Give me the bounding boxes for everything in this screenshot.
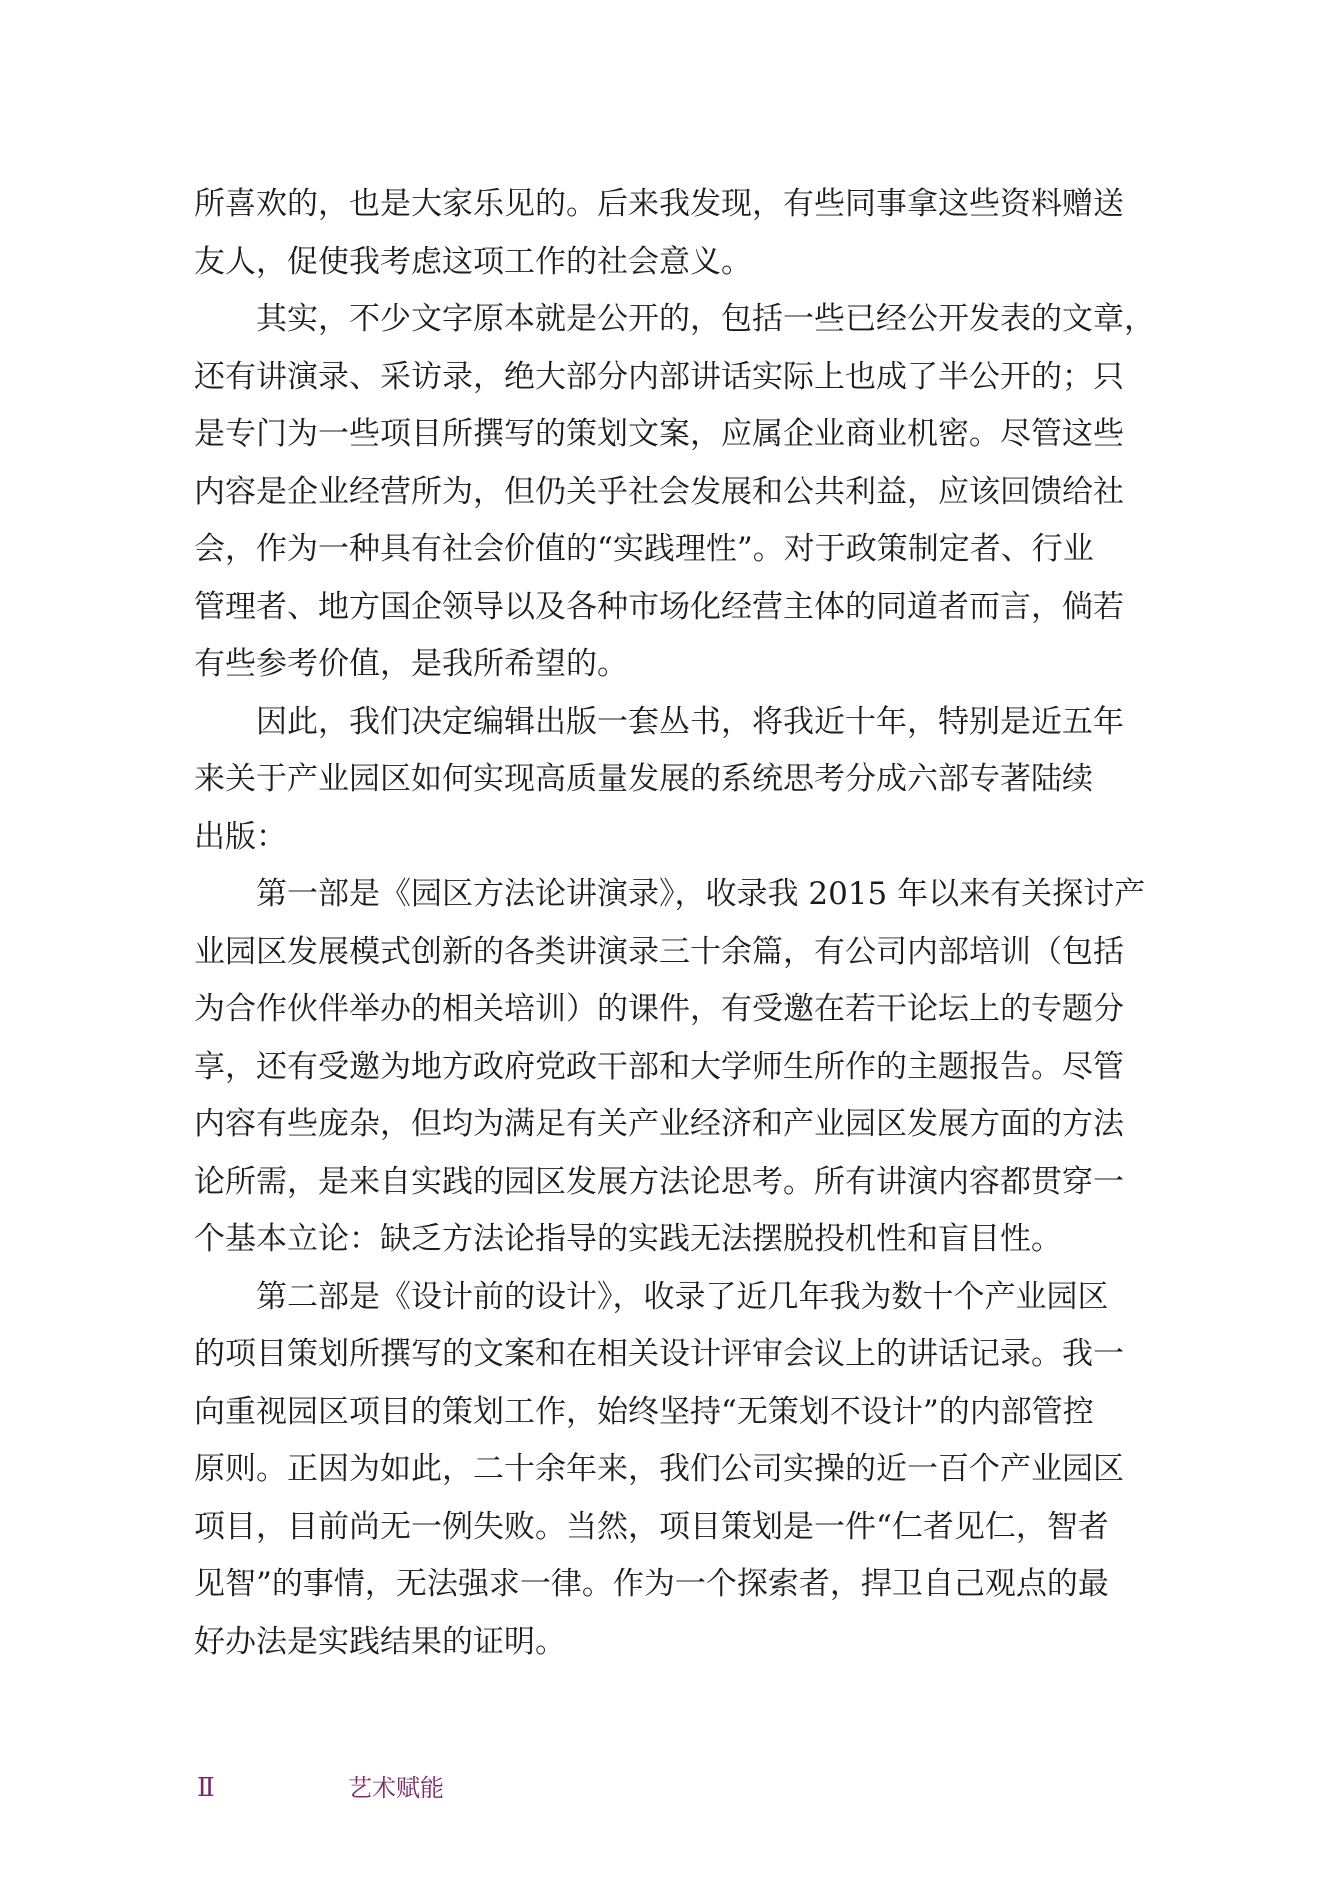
text-line: 出版： <box>194 818 287 855</box>
text-line: 向重视园区项目的策划工作，始终坚持“无策划不设计”的内部管控 <box>194 1393 1094 1430</box>
text-line: 有些参考价值，是我所希望的。 <box>194 646 628 682</box>
text-line: 是专门为一些项目所撰写的策划文案，应属企业商业机密。尽管这些 <box>194 416 1124 452</box>
text-line: 所喜欢的，也是大家乐见的。后来我发现，有些同事拿这些资料赠送 <box>194 186 1124 222</box>
text-line: 友人，促使我考虑这项工作的社会意义。 <box>194 243 752 280</box>
text-line: 业园区发展模式创新的各类讲演录三十余篇，有公司内部培训（包括 <box>194 933 1124 970</box>
text-line: 还有讲演录、采访录，绝大部分内部讲话实际上也成了半公开的；只 <box>194 358 1124 395</box>
body-text <box>194 176 1156 1671</box>
text-line: 内容是企业经营所为，但仍关乎社会发展和公共利益，应该回馈给社 <box>194 473 1124 510</box>
text-line: 项目，目前尚无一例失败。当然，项目策划是一件“仁者见仁，智者 <box>194 1508 1109 1545</box>
text-line: 原则。正因为如此，二十余年来，我们公司实操的近一百个产业园区 <box>194 1451 1124 1487</box>
text-line: 管理者、地方国企领导以及各种市场化经营主体的同道者而言，倘若 <box>194 588 1124 625</box>
text-line: 的项目策划所撰写的文案和在相关设计评审会议上的讲话记录。我一 <box>194 1336 1124 1372</box>
text-line: 见智”的事情，无法强求一律。作为一个探索者，捍卫自己观点的最 <box>194 1566 1109 1602</box>
paragraph-start-line: 第一部是《园区方法论讲演录》，收录我 2015 年以来有关探讨产 <box>256 876 1146 912</box>
paragraph-start-line: 其实，不少文字原本就是公开的，包括一些已经公开发表的文章， <box>256 301 1155 337</box>
text-line: 好办法是实践结果的证明。 <box>194 1623 566 1660</box>
text-line: 为合作伙伴举办的相关培训）的课件，有受邀在若干论坛上的专题分 <box>194 991 1124 1027</box>
text-line: 论所需，是来自实践的园区发展方法论思考。所有讲演内容都贯穿一 <box>194 1163 1124 1200</box>
page-number: Ⅱ <box>197 1773 215 1803</box>
paragraph-start-line: 第二部是《设计前的设计》，收录了近几年我为数十个产业园区 <box>256 1278 1109 1315</box>
paragraph-start-line: 因此，我们决定编辑出版一套丛书，将我近十年，特别是近五年 <box>256 703 1124 740</box>
page-footer <box>0 1768 1338 1808</box>
text-line: 来关于产业园区如何实现高质量发展的系统思考分成六部专著陆续 <box>194 761 1093 797</box>
text-line: 个基本立论：缺乏方法论指导的实践无法摆脱投机性和盲目性。 <box>194 1221 1062 1257</box>
text-line: 内容有些庞杂，但均为满足有关产业经济和产业园区发展方面的方法 <box>194 1106 1124 1142</box>
text-line: 会，作为一种具有社会价值的“实践理性”。对于政策制定者、行业 <box>194 531 1094 567</box>
text-line: 享，还有受邀为地方政府党政干部和大学师生所作的主题报告。尽管 <box>194 1048 1124 1085</box>
running-title: 艺术赋能 <box>348 1774 444 1802</box>
